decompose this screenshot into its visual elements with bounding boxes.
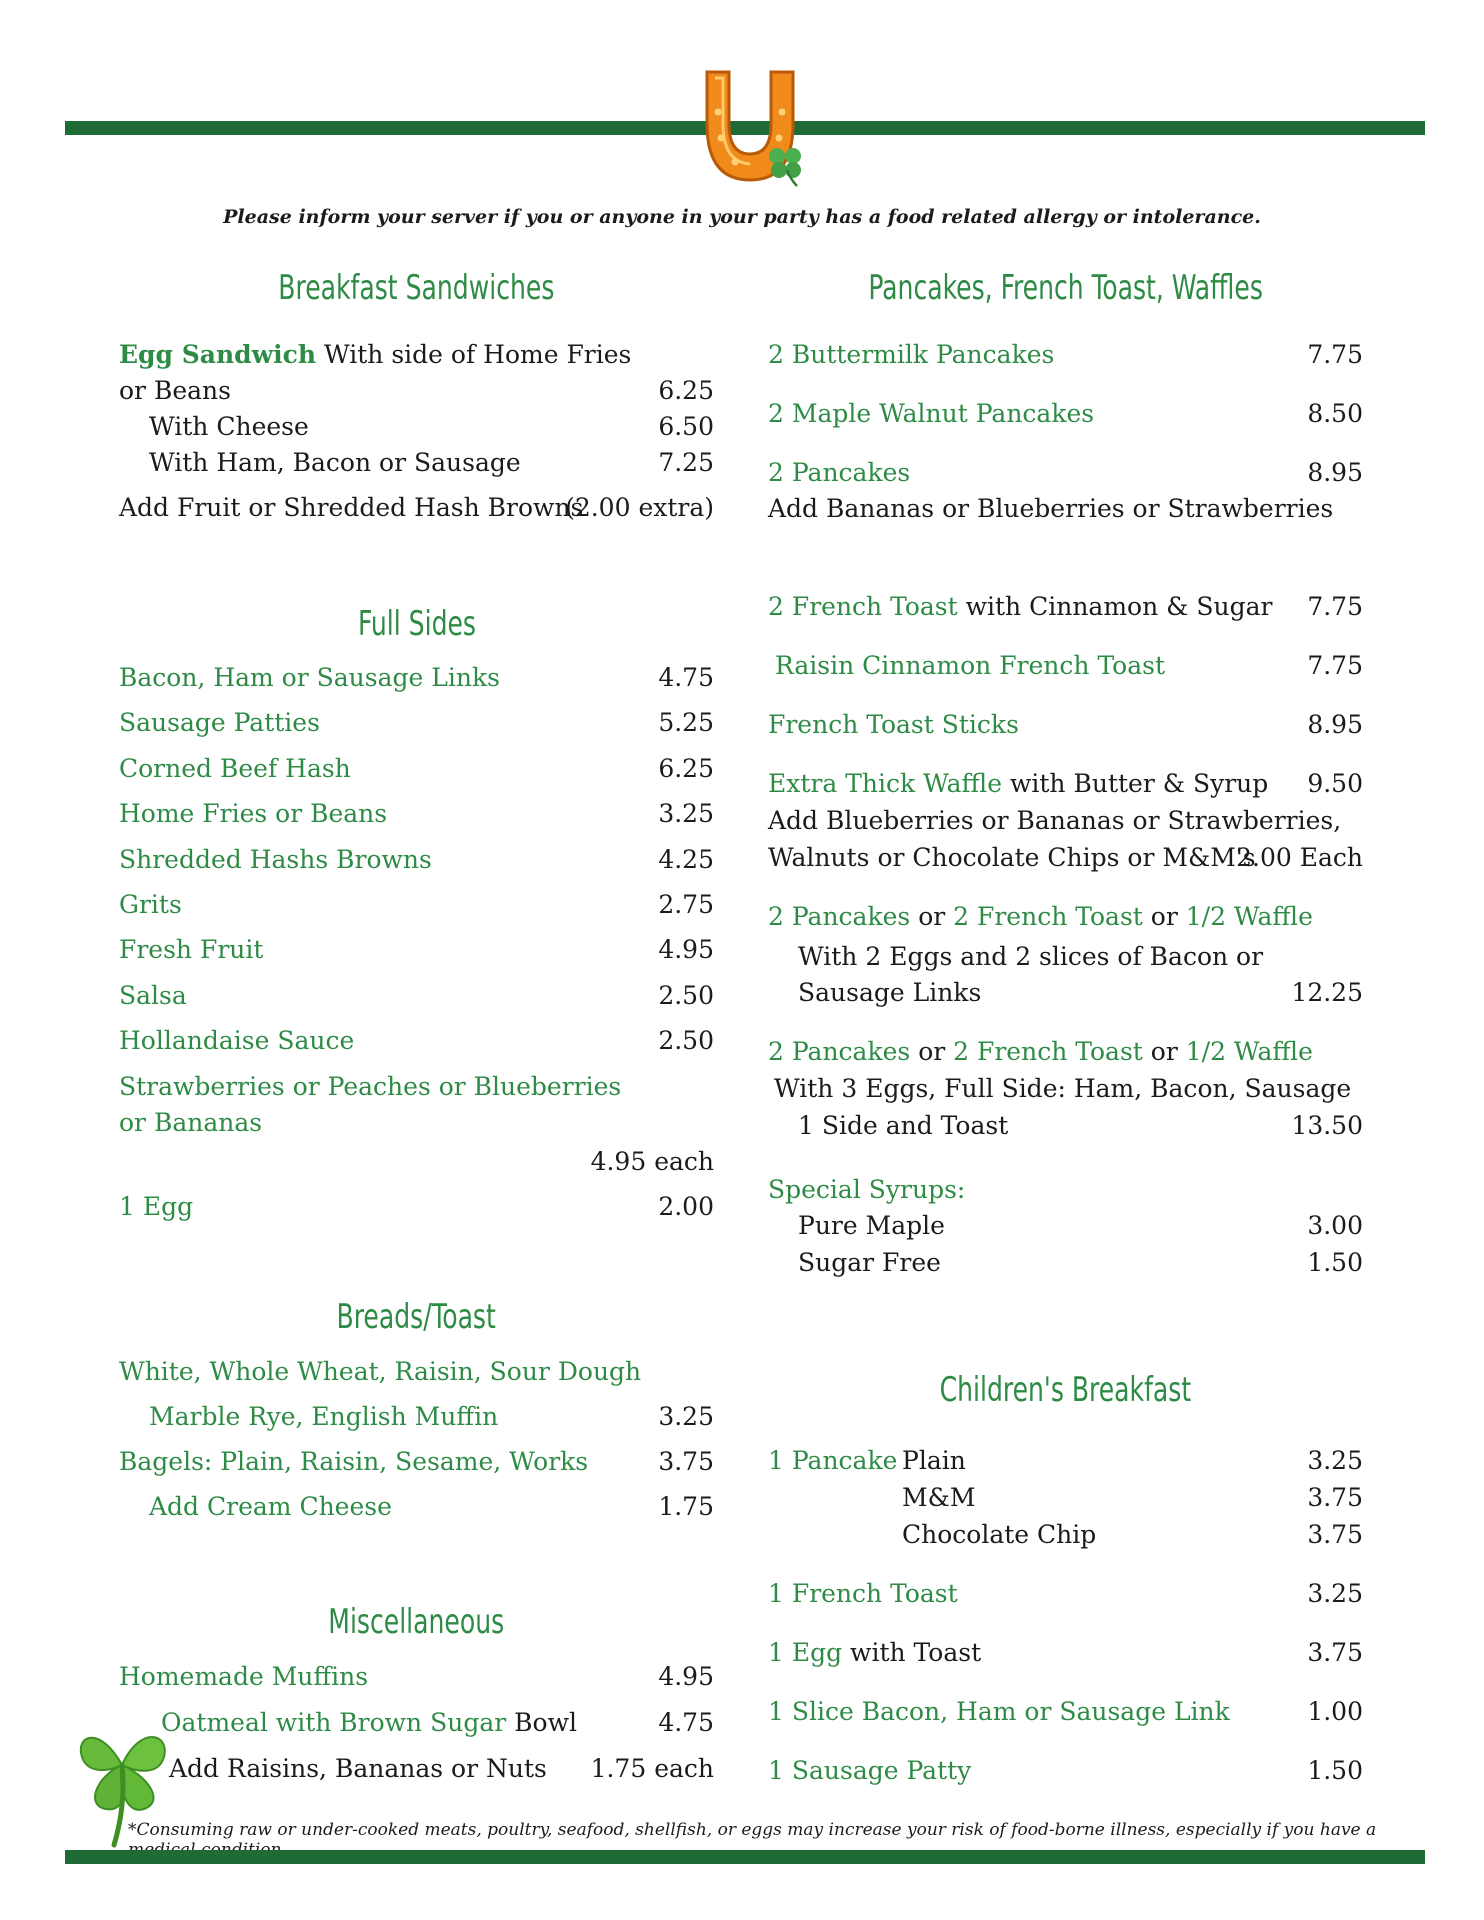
menu-item-combo-2-desc2: 1 Side and Toast 13.50 xyxy=(798,1111,1363,1140)
menu-item-egg-sandwich xyxy=(119,338,714,372)
menu-item-berries-cont: or Bananas xyxy=(119,1108,263,1137)
section-heading-misc: Miscellaneous xyxy=(328,1602,505,1642)
menu-item-maple-walnut: 2 Maple Walnut Pancakes 8.50 xyxy=(768,399,1363,428)
menu-item-kids-patty: 1 Sausage Patty 1.50 xyxy=(768,1756,1363,1785)
menu-item-cream-cheese: Add Cream Cheese 1.75 xyxy=(149,1492,714,1521)
menu-item: Shredded Hashs Browns 4.25 xyxy=(119,845,714,874)
item-price: 7.25 xyxy=(658,448,714,477)
section-heading-full-sides: Full Sides xyxy=(357,604,476,644)
menu-item-waffle-add2: Walnuts or Chocolate Chips or M&M's 2.00 Each xyxy=(768,843,1363,872)
menu-item: Home Fries or Beans 3.25 xyxy=(119,799,714,828)
menu-item-muffins: Homemade Muffins 4.95 xyxy=(119,1662,714,1691)
menu-item-kids-bacon: 1 Slice Bacon, Ham or Sausage Link 1.00 xyxy=(768,1697,1363,1726)
menu-item-pure-maple: Pure Maple 3.00 xyxy=(798,1211,1363,1240)
menu-item-breads: White, Whole Wheat, Raisin, Sour Dough xyxy=(119,1357,642,1386)
item-price: (2.00 extra) xyxy=(565,493,714,522)
menu-item-combo-1-desc2: Sausage Links 12.25 xyxy=(798,978,1363,1007)
item-price: 6.25 xyxy=(658,376,714,405)
menu-item-toast-sticks: French Toast Sticks 8.95 xyxy=(768,710,1363,739)
menu-item-raisin-toast: Raisin Cinnamon French Toast 7.75 xyxy=(775,651,1363,680)
bottom-divider xyxy=(65,1850,1425,1864)
menu-item: Grits 2.75 xyxy=(119,890,714,919)
menu-item-add-fruit: Add Fruit or Shredded Hash Browns (2.00 extra) xyxy=(119,491,714,525)
menu-item-one-pancake: 1 Pancake Plain 3.25 xyxy=(768,1446,1363,1475)
menu-item-one-egg: 1 Egg 2.00 xyxy=(119,1192,714,1221)
section-heading-pancakes: Pancakes, French Toast, Waffles xyxy=(868,268,1263,308)
item-price: 6.50 xyxy=(658,412,714,441)
menu-item-with-cheese: With Cheese 6.50 xyxy=(119,410,714,444)
menu-item-french-toast: 2 French Toast with Cinnamon & Sugar 7.75 xyxy=(768,592,1363,621)
menu-item-choc-chip: Chocolate Chip 3.75 xyxy=(902,1520,1363,1549)
menu-item-combo-1-desc: With 2 Eggs and 2 slices of Bacon or xyxy=(798,942,1264,971)
menu-item: Sausage Patties 5.25 xyxy=(119,708,714,737)
allergy-notice: Please inform your server if you or anyone in your party has a food related allergy or intolerance. xyxy=(223,206,1261,228)
menu-item-or-beans: or Beans 6.25 xyxy=(119,374,714,408)
food-safety-notice: *Consuming raw or under-cooked meats, poultry, seafood, shellfish, or eggs may increase your risk of food-borne illness, especially if you have a xyxy=(128,1820,1377,1840)
menu-item: Salsa 2.50 xyxy=(119,981,714,1010)
menu-item-waffle: Extra Thick Waffle with Butter & Syrup 9.50 xyxy=(768,769,1363,798)
item-name: Egg Sandwich xyxy=(119,340,317,369)
menu-item-buttermilk: 2 Buttermilk Pancakes 7.75 xyxy=(768,340,1363,369)
menu-item-kids-egg: 1 Egg with Toast 3.75 xyxy=(768,1638,1363,1667)
item-description: With side of Home Fries xyxy=(316,340,632,369)
menu-item-bagels: Bagels: Plain, Raisin, Sesame, Works 3.75 xyxy=(119,1447,714,1476)
menu-item-berries: Strawberries or Peaches or Blueberries xyxy=(119,1072,622,1101)
section-heading-children: Children's Breakfast xyxy=(939,1370,1192,1410)
menu-item-waffle-add1: Add Blueberries or Bananas or Strawberries, xyxy=(768,806,1342,835)
menu-item-syrups: Special Syrups: xyxy=(768,1175,966,1204)
menu-item-two-pancakes: 2 Pancakes 8.95 xyxy=(768,458,1363,487)
menu-item-kids-french-toast: 1 French Toast 3.25 xyxy=(768,1579,1363,1608)
menu-item: Hollandaise Sauce 2.50 xyxy=(119,1026,714,1055)
menu-item: Corned Beef Hash 6.25 xyxy=(119,754,714,783)
menu-item-combo-2-desc: With 3 Eggs, Full Side: Ham, Bacon, Sausage xyxy=(774,1074,1352,1103)
menu-item-mm: M&M 3.75 xyxy=(902,1483,1363,1512)
menu-item-with-meat: With Ham, Bacon or Sausage 7.25 xyxy=(119,446,714,480)
menu-item-marble-rye: Marble Rye, English Muffin 3.25 xyxy=(149,1402,714,1431)
menu-item-combo-1: 2 Pancakes or 2 French Toast or 1/2 Waffle xyxy=(768,902,1313,931)
section-heading-breakfast-sandwiches: Breakfast Sandwiches xyxy=(278,268,555,308)
horseshoe-icon xyxy=(685,62,815,192)
menu-item-add-bananas: Add Bananas or Blueberries or Strawberries xyxy=(768,494,1334,523)
menu-item-add-raisins: Add Raisins, Bananas or Nuts 1.75 each xyxy=(169,1754,714,1783)
menu-item-sugar-free: Sugar Free 1.50 xyxy=(798,1248,1363,1277)
menu-item-oatmeal: Oatmeal with Brown Sugar Bowl 4.75 xyxy=(161,1708,714,1737)
menu-item-combo-2: 2 Pancakes or 2 French Toast or 1/2 Waffle xyxy=(768,1037,1313,1066)
menu-item: Bacon, Ham or Sausage Links 4.75 xyxy=(119,663,714,692)
menu-item: Fresh Fruit 4.95 xyxy=(119,935,714,964)
menu-item-berries-price: 4.95 each xyxy=(590,1147,714,1176)
section-heading-breads: Breads/Toast xyxy=(336,1297,497,1337)
